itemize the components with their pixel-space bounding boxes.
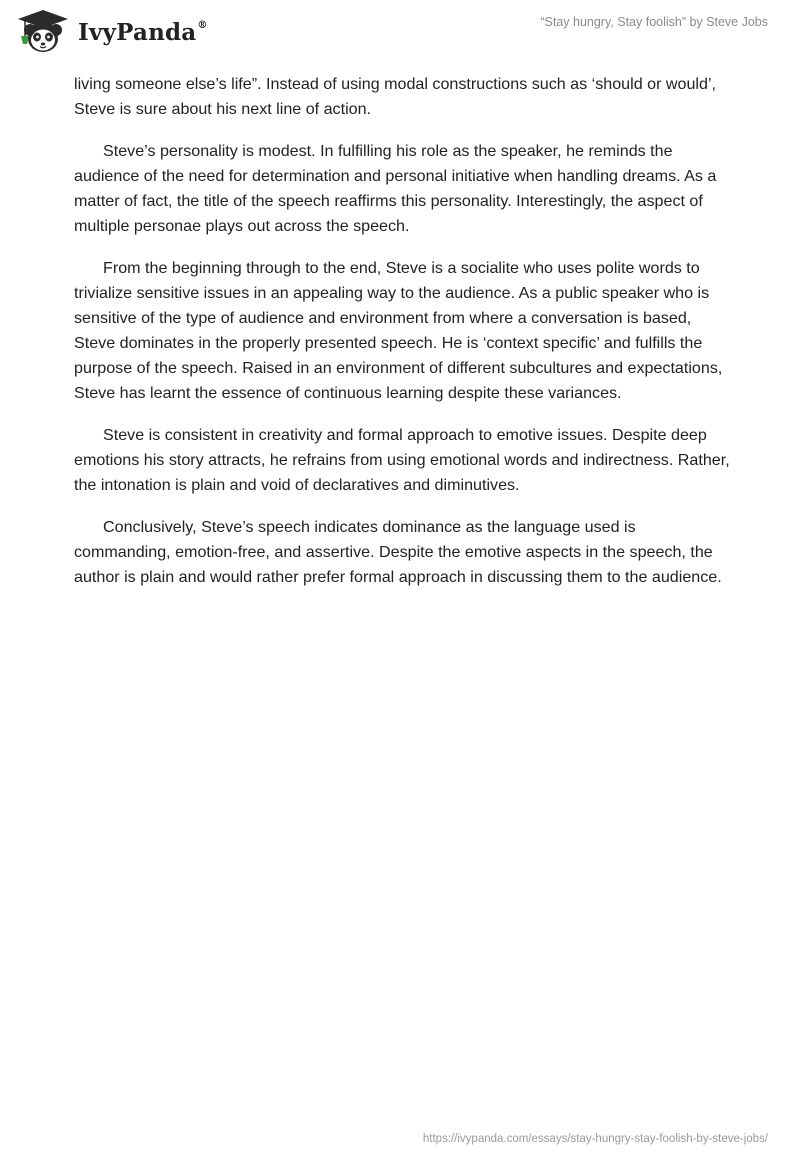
paragraph-5: Conclusively, Steve’s speech indicates dominance as the language used is commanding, emotion-free, and assertive. Despite the emotive aspects in the speech, the author is plain and would rather prefer formal approach in discussing them to the audience.	[74, 518, 722, 586]
paragraph-3: From the beginning through to the end, Steve is a socialite who uses polite words to trivialize sensitive issues in an appealing way to the audience. As a public speaker who is sensitive of the type of audience and environment from where a conversation is based, Steve dominates in the properly presented speech. He is ‘context specific’ and fulfills the purpose of the speech. Raised in an environment of different subcultures and expectations, Steve has learnt the essence of continuous learning despite these variances.	[74, 259, 723, 402]
document-title: “Stay hungry, Stay foolish” by Steve Jobs	[540, 15, 768, 29]
registered-mark: ®	[197, 19, 208, 31]
source-url-link[interactable]: https://ivypanda.com/essays/stay-hungry-stay-foolish-by-steve-jobs/	[422, 1133, 768, 1145]
paragraph-2: Steve’s personality is modest. In fulfilling his role as the speaker, he reminds the audience of the need for determination and personal initiative when handling dreams. As a matter of fact, the title of the speech reaffirms this personality. Interestingly, the aspect of multiple personae plays out across the speech.	[74, 142, 717, 235]
essay-body	[74, 72, 734, 607]
paragraph-1: living someone else’s life”. Instead of using modal constructions such as ‘should or would’, Steve is sure about his next line of action.	[74, 75, 717, 118]
paragraph-4: Steve is consistent in creativity and formal approach to emotive issues. Despite deep emotions his story attracts, he refrains from using emotional words and indirectness. Rather, the intonation is plain and void of declaratives and diminutives.	[74, 426, 730, 494]
brand-name: IvyPanda®	[78, 18, 208, 46]
brand-logo[interactable]	[14, 8, 208, 54]
page-header	[0, 0, 800, 70]
panda-graduation-cap-icon	[14, 8, 72, 54]
